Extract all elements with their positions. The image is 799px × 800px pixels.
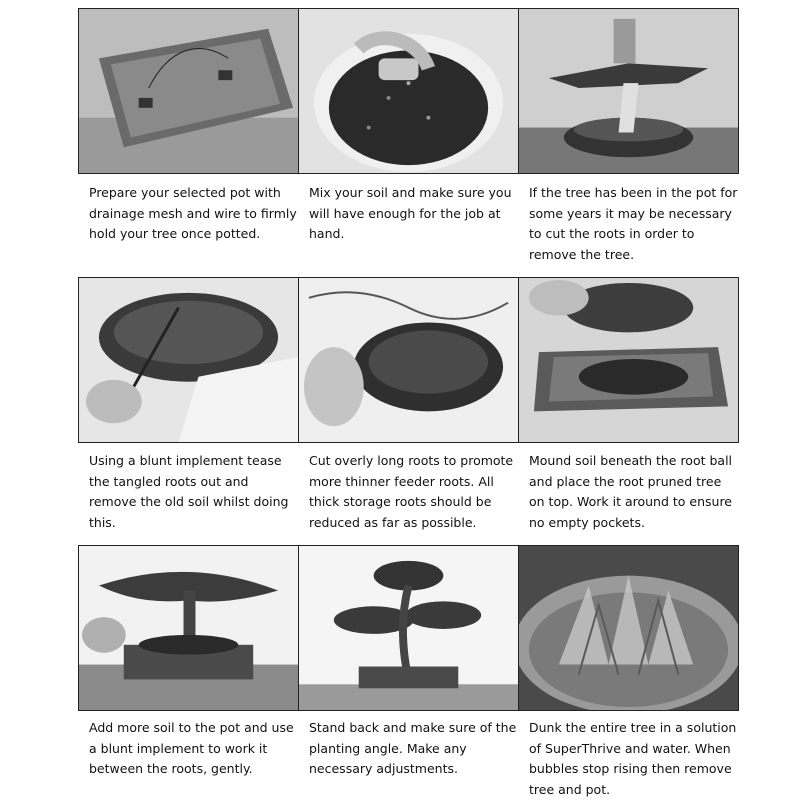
- caption-step-1: Prepare your selected pot with drainage mesh and wire to firmly hold your tree once potted.: [89, 185, 297, 241]
- photo-dunk-tree: [519, 546, 738, 710]
- photo-prepare-pot: [79, 9, 299, 173]
- photo-cut-roots: [519, 9, 738, 173]
- photo-mound-soil: [519, 278, 738, 442]
- photo-prune-roots: [299, 278, 519, 442]
- caption-step-2: Mix your soil and make sure you will have enough for the job at hand.: [309, 185, 512, 241]
- photo-tease-roots: [79, 278, 299, 442]
- photo-row-3: [78, 545, 739, 711]
- photo-row-1: [78, 8, 739, 174]
- caption-step-8: Stand back and make sure of the planting angle. Make any necessary adjustments.: [309, 720, 517, 776]
- caption-step-4: Using a blunt implement tease the tangled roots out and remove the old soil whilst doing this.: [89, 453, 289, 530]
- photo-row-2: [78, 277, 739, 443]
- caption-step-3: If the tree has been in the pot for some years it may be necessary to cut the roots in order to remove the tree.: [529, 185, 738, 262]
- caption-step-9: Dunk the entire tree in a solution of SuperThrive and water. When bubbles stop rising then remove tree and pot.: [529, 720, 737, 797]
- photo-add-soil: [79, 546, 299, 710]
- photo-check-angle: [299, 546, 519, 710]
- caption-step-5: Cut overly long roots to promote more thinner feeder roots. All thick storage roots should be reduced as far as possible.: [309, 453, 514, 530]
- caption-step-6: Mound soil beneath the root ball and place the root pruned tree on top. Work it around to ensure no empty pockets.: [529, 453, 733, 530]
- photo-mix-soil: [299, 9, 519, 173]
- caption-step-7: Add more soil to the pot and use a blunt implement to work it between the roots, gently.: [89, 720, 294, 776]
